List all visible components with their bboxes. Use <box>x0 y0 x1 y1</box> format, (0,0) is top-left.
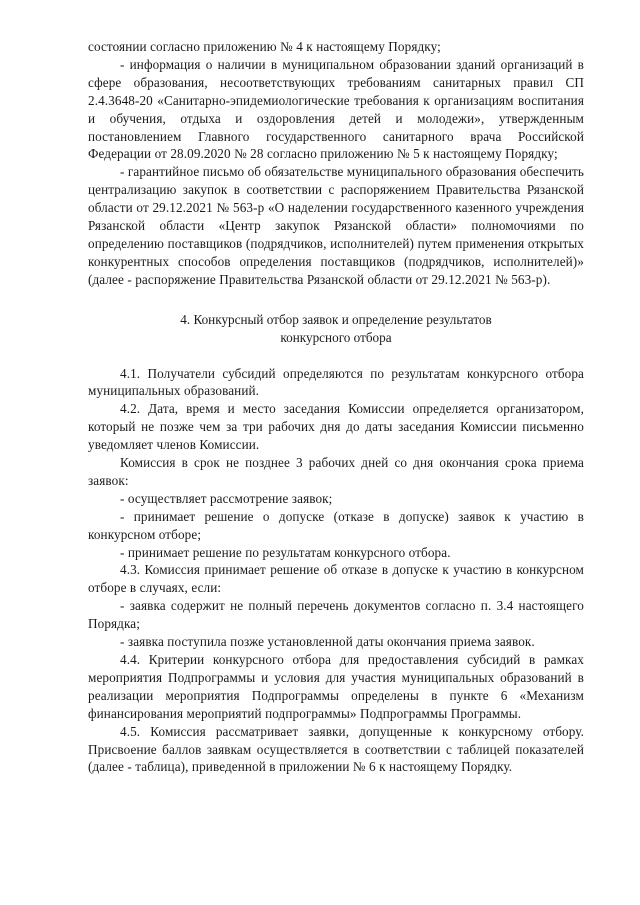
list-item: - заявка поступила позже установленной даты окончания приема заявок. <box>120 634 535 650</box>
list-item: - осуществляет рассмотрение заявок; <box>120 490 333 506</box>
paragraph: - информация о наличии в муниципальном образовании зданий организаций в сфере образования, несоответствующих требованиям санитарных правил СП 2.4.3648-20 «Санитарно-эпидемиологические требования к организациям воспитания и обучения, отдыха и оздоровления детей и молодежи», утвержденным постановлением Главного государственного санитарного врача Российской Федерации от 28.09.2020 № 28 согласно приложению № 5 к настоящему Порядку; <box>88 56 584 162</box>
section-body <box>88 365 584 777</box>
paragraph: 4.5. Комиссия рассматривает заявки, допущенные к конкурсному отбору. Присвоение баллов заявкам осуществляется в соответствии с таблицей показателей (далее - таблица), приведенной в приложении № 6 к настоящему Порядку. <box>88 723 584 775</box>
list-item: - заявка содержит не полный перечень документов согласно п. 3.4 настоящего Порядка; <box>88 598 584 632</box>
paragraph: - гарантийное письмо об обязательстве муниципального образования обеспечить централизацию закупок в соответствии с распоряжением Правительства Рязанской области от 29.12.2021 № 563-р «О наделении государственного казенного учреждения Рязанской области «Центр закупок Рязанской области» полномочиями по определению поставщиков (подрядчиков, исполнителей) путем применения открытых конкурентных способов определения поставщиков (подрядчиков, исполнителей)» (далее - распоряжение Правительства Рязанской области от 29.12.2021 № 563-р). <box>88 164 584 287</box>
list-item: - принимает решение по результатам конкурсного отбора. <box>120 544 451 560</box>
list-item: - принимает решение о допуске (отказе в допуске) заявок к участию в конкурсном отборе; <box>88 508 584 542</box>
paragraph: 4.2. Дата, время и место заседания Комиссии определяется организатором, который не позже чем за три рабочих дня до даты заседания Комиссии письменно уведомляет членов Комиссии. <box>88 401 584 453</box>
section-heading-line: конкурсного отбора <box>280 329 392 345</box>
paragraph: состоянии согласно приложению № 4 к настоящему Порядку; <box>88 39 441 54</box>
top-text-block <box>88 38 584 289</box>
paragraph: 4.3. Комиссия принимает решение об отказе в допуске к участию в конкурсном отборе в случаях, если: <box>88 562 584 596</box>
paragraph: 4.1. Получатели субсидий определяются по результатам конкурсного отбора муниципальных образований. <box>88 365 584 399</box>
paragraph: Комиссия в срок не позднее 3 рабочих дней со дня окончания срока приема заявок: <box>88 455 584 488</box>
section-heading-line: 4. Конкурсный отбор заявок и определение результатов <box>180 311 492 327</box>
paragraph: 4.4. Критерии конкурсного отбора для предоставления субсидий в рамках мероприятия Подпрограммы и условия для участия муниципальных образований в реализации мероприятия Подпрограммы определены в пункте 6 «Механизм финансирования мероприятий подпрограммы» Подпрограммы Программы. <box>88 652 584 721</box>
section-heading <box>88 311 584 347</box>
